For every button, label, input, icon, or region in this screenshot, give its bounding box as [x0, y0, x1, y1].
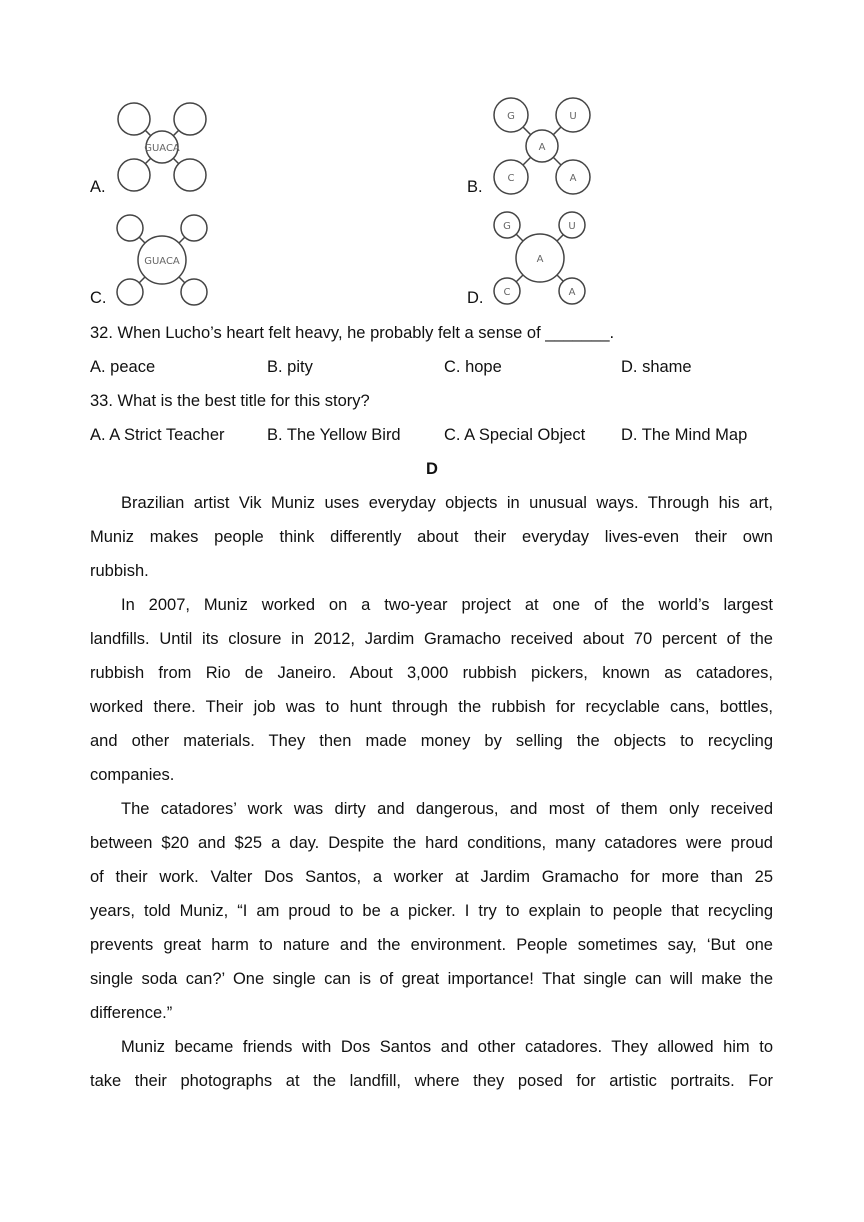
mind-map-option-d	[490, 208, 590, 308]
svg-text:A: A	[538, 142, 546, 153]
paragraph	[90, 588, 773, 792]
center-node-text: GUACA	[144, 143, 180, 154]
svg-text:U: U	[568, 221, 576, 232]
reading-passage	[90, 486, 773, 1098]
paragraph-line: take their photographs at the landfill, where they posed for artistic portraits. For	[90, 1072, 773, 1090]
paragraph-line: prevents great harm to nature and the environment. People sometimes say, ‘But one	[90, 936, 773, 954]
option-d-label: D.	[467, 289, 484, 307]
paragraph-line: of their work. Valter Dos Santos, a worker at Jardim Gramacho for more than 25	[90, 868, 773, 886]
question-33: 33. What is the best title for this story?	[90, 392, 370, 410]
q32-option-c: C. hope	[444, 358, 502, 376]
option-a-label: A.	[90, 178, 106, 196]
paragraph-line: worked there. Their job was to hunt through the rubbish for recyclable cans, bottles,	[90, 698, 773, 716]
svg-text:C: C	[503, 287, 511, 298]
paragraph-line: single soda can?’ One single can is of great importance! That single can will make the	[90, 970, 773, 988]
q33-option-b: B. The Yellow Bird	[267, 426, 401, 444]
paragraph-line: between $20 and $25 a day. Despite the hard conditions, many catadores were proud	[90, 834, 773, 852]
section-title: D	[426, 460, 438, 478]
svg-text:G: G	[507, 111, 515, 122]
paragraph	[90, 792, 773, 1030]
q33-option-c: C. A Special Object	[444, 426, 586, 444]
q32-option-d: D. shame	[621, 358, 692, 376]
mind-map-option-b	[490, 94, 594, 198]
paragraph-line: rubbish from Rio de Janeiro. About 3,000 rubbish pickers, known as catadores,	[90, 664, 773, 682]
paragraph-line: difference.”	[90, 1004, 173, 1022]
svg-text:C: C	[507, 173, 515, 184]
svg-text:A: A	[568, 287, 576, 298]
paragraph	[90, 486, 773, 588]
q33-option-a: A. A Strict Teacher	[90, 426, 225, 444]
paragraph-line: and other materials. They then made money by selling the objects to recycling	[90, 732, 773, 750]
question-32: 32. When Lucho’s heart felt heavy, he probably felt a sense of _______.	[90, 324, 615, 342]
svg-text:U: U	[569, 111, 577, 122]
paragraph-line: landfills. Until its closure in 2012, Jardim Gramacho received about 70 percent of the	[90, 630, 773, 648]
svg-text:GUACA: GUACA	[144, 256, 180, 267]
paragraph-line: years, told Muniz, “I am proud to be a picker. I try to explain to people that recycling	[90, 902, 773, 920]
q33-option-d: D. The Mind Map	[621, 426, 748, 444]
paragraph-line: The catadores’ work was dirty and dangerous, and most of them only received	[121, 800, 773, 818]
mind-map-option-c	[112, 210, 212, 310]
paragraph-line: In 2007, Muniz worked on a two-year project at one of the world’s largest	[121, 596, 773, 614]
paragraph-line: companies.	[90, 766, 175, 784]
q32-option-b: B. pity	[267, 358, 313, 376]
paragraph	[90, 1030, 773, 1098]
svg-text:A: A	[536, 254, 544, 265]
paragraph-line: Muniz became friends with Dos Santos and other catadores. They allowed him to	[121, 1038, 773, 1056]
svg-text:A: A	[569, 173, 577, 184]
svg-text:G: G	[503, 221, 511, 232]
mind-map-option-a	[112, 97, 212, 197]
paragraph-line: Muniz makes people think differently about their everyday lives-even their own	[90, 528, 773, 546]
paragraph-line: Brazilian artist Vik Muniz uses everyday objects in unusual ways. Through his art,	[121, 494, 773, 512]
option-c-label: C.	[90, 289, 107, 307]
option-b-label: B.	[467, 178, 483, 196]
paragraph-line: rubbish.	[90, 562, 149, 580]
q32-option-a: A. peace	[90, 358, 156, 376]
